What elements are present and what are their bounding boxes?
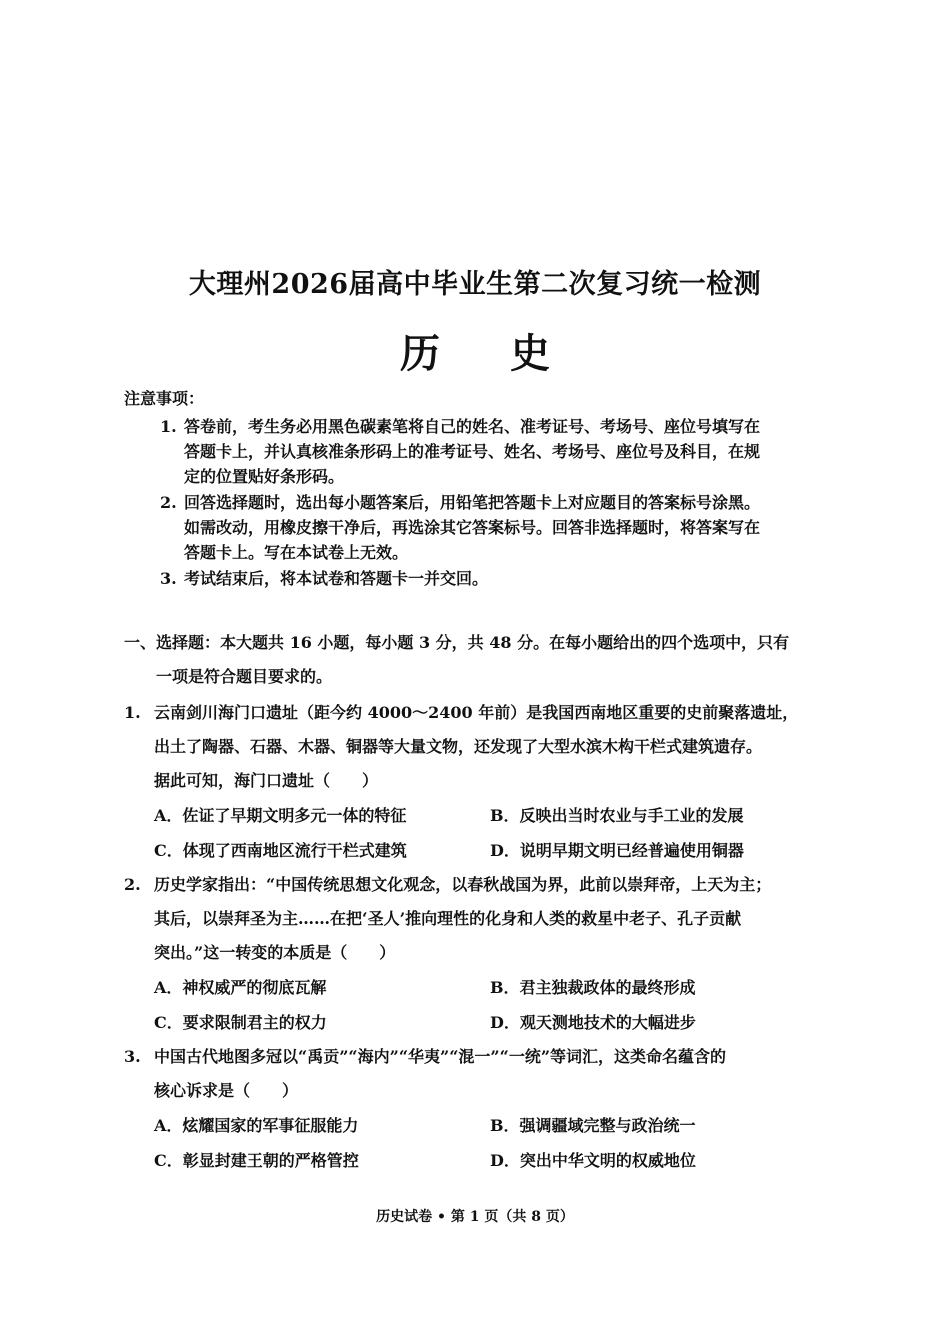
option-b: B．反映出当时农业与手工业的发展 xyxy=(490,806,744,825)
notice-line: 如需改动，用橡皮擦干净后，再选涂其它答案标号。回答非选择题时，将答案写在 xyxy=(184,518,761,537)
option-c: C．体现了西南地区流行干栏式建筑 xyxy=(154,841,407,860)
option-d: D．观天测地技术的大幅进步 xyxy=(490,1013,696,1032)
subject-title: 历 史 xyxy=(400,330,578,377)
option-d: D．说明早期文明已经普遍使用铜器 xyxy=(490,841,744,860)
question-line: 据此可知，海门口遗址（ ） xyxy=(154,771,379,790)
section-line: 一、选择题：本大题共 16 小题，每小题 3 分，共 48 分。在每小题给出的四个选项中，只有 xyxy=(124,633,790,652)
option-d: D．突出中华文明的权威地位 xyxy=(490,1151,696,1170)
notice-text xyxy=(184,490,824,565)
notice-number: 2. xyxy=(160,493,177,512)
option-c: C．要求限制君主的权力 xyxy=(154,1013,327,1032)
notice-label: 注意事项： xyxy=(124,389,205,408)
notice-line: 回答选择题时，选出每小题答案后，用铅笔把答题卡上对应题目的答案标号涂黑。 xyxy=(184,493,761,512)
option-b: B．君主独裁政体的最终形成 xyxy=(490,978,696,997)
options xyxy=(124,970,828,1040)
notice-line: 答卷前，考生务必用黑色碳素笔将自己的姓名、准考证号、考场号、座位号填写在 xyxy=(184,417,761,436)
notice-number: 3. xyxy=(160,569,177,588)
notice-line: 定的位置贴好条形码。 xyxy=(184,467,345,486)
section-heading xyxy=(124,626,824,694)
question-line: 中国古代地图多冠以“禹贡”“海内”“华夷”“混一”“一统”等词汇，这类命名蕴含的 xyxy=(154,1047,727,1066)
question-number: 1. xyxy=(124,703,141,722)
question-3 xyxy=(124,1040,828,1178)
question-list xyxy=(124,696,828,1178)
notice-item xyxy=(124,566,824,591)
option-a: A．炫耀国家的军事征服能力 xyxy=(154,1116,359,1135)
question-line: 出土了陶器、石器、木器、铜器等大量文物，还发现了大型水滨木构干栏式建筑遗存。 xyxy=(154,737,763,756)
notice-line: 答题卡上，并认真核准条形码上的准考证号、姓名、考场号、座位号及科目，在规 xyxy=(184,442,761,461)
question-1 xyxy=(124,696,828,868)
question-number: 2. xyxy=(124,875,141,894)
question-number: 3. xyxy=(124,1047,141,1066)
exam-title: 大理州2026届高中毕业生第二次复习统一检测 xyxy=(188,269,762,300)
notice-line: 考试结束后，将本试卷和答题卡一并交回。 xyxy=(184,569,489,588)
question-line: 云南剑川海门口遗址（距今约 4000～2400 年前）是我国西南地区重要的史前聚落遗址， xyxy=(154,703,799,722)
notice-line: 答题卡上。写在本试卷上无效。 xyxy=(184,543,409,562)
option-c: C．彰显封建王朝的严格管控 xyxy=(154,1151,359,1170)
notice-list xyxy=(124,414,824,592)
section-line: 一项是符合题目要求的。 xyxy=(156,667,333,686)
notice-number: 1. xyxy=(160,417,177,436)
option-a: A．神权威严的彻底瓦解 xyxy=(154,978,327,997)
notice-text xyxy=(184,414,824,489)
options xyxy=(124,798,828,868)
question-2 xyxy=(124,868,828,1040)
option-b: B．强调疆域完整与政治统一 xyxy=(490,1116,696,1135)
notice-item xyxy=(124,414,824,489)
option-a: A．佐证了早期文明多元一体的特征 xyxy=(154,806,407,825)
question-line: 突出。”这一转变的本质是（ ） xyxy=(154,943,396,962)
page-footer: 历史试卷 • 第 1 页（共 8 页） xyxy=(376,1209,574,1225)
notice-item xyxy=(124,490,824,565)
options xyxy=(124,1108,828,1178)
notice-text xyxy=(184,566,824,591)
question-line: 核心诉求是（ ） xyxy=(154,1081,299,1100)
question-line: 历史学家指出：“中国传统思想文化观念，以春秋战国为界，此前以崇拜帝，上天为主； xyxy=(154,875,772,894)
question-line: 其后，以崇拜圣为主……在把‘圣人’推向理性的化身和人类的救星中老子、孔子贡献 xyxy=(154,909,742,928)
